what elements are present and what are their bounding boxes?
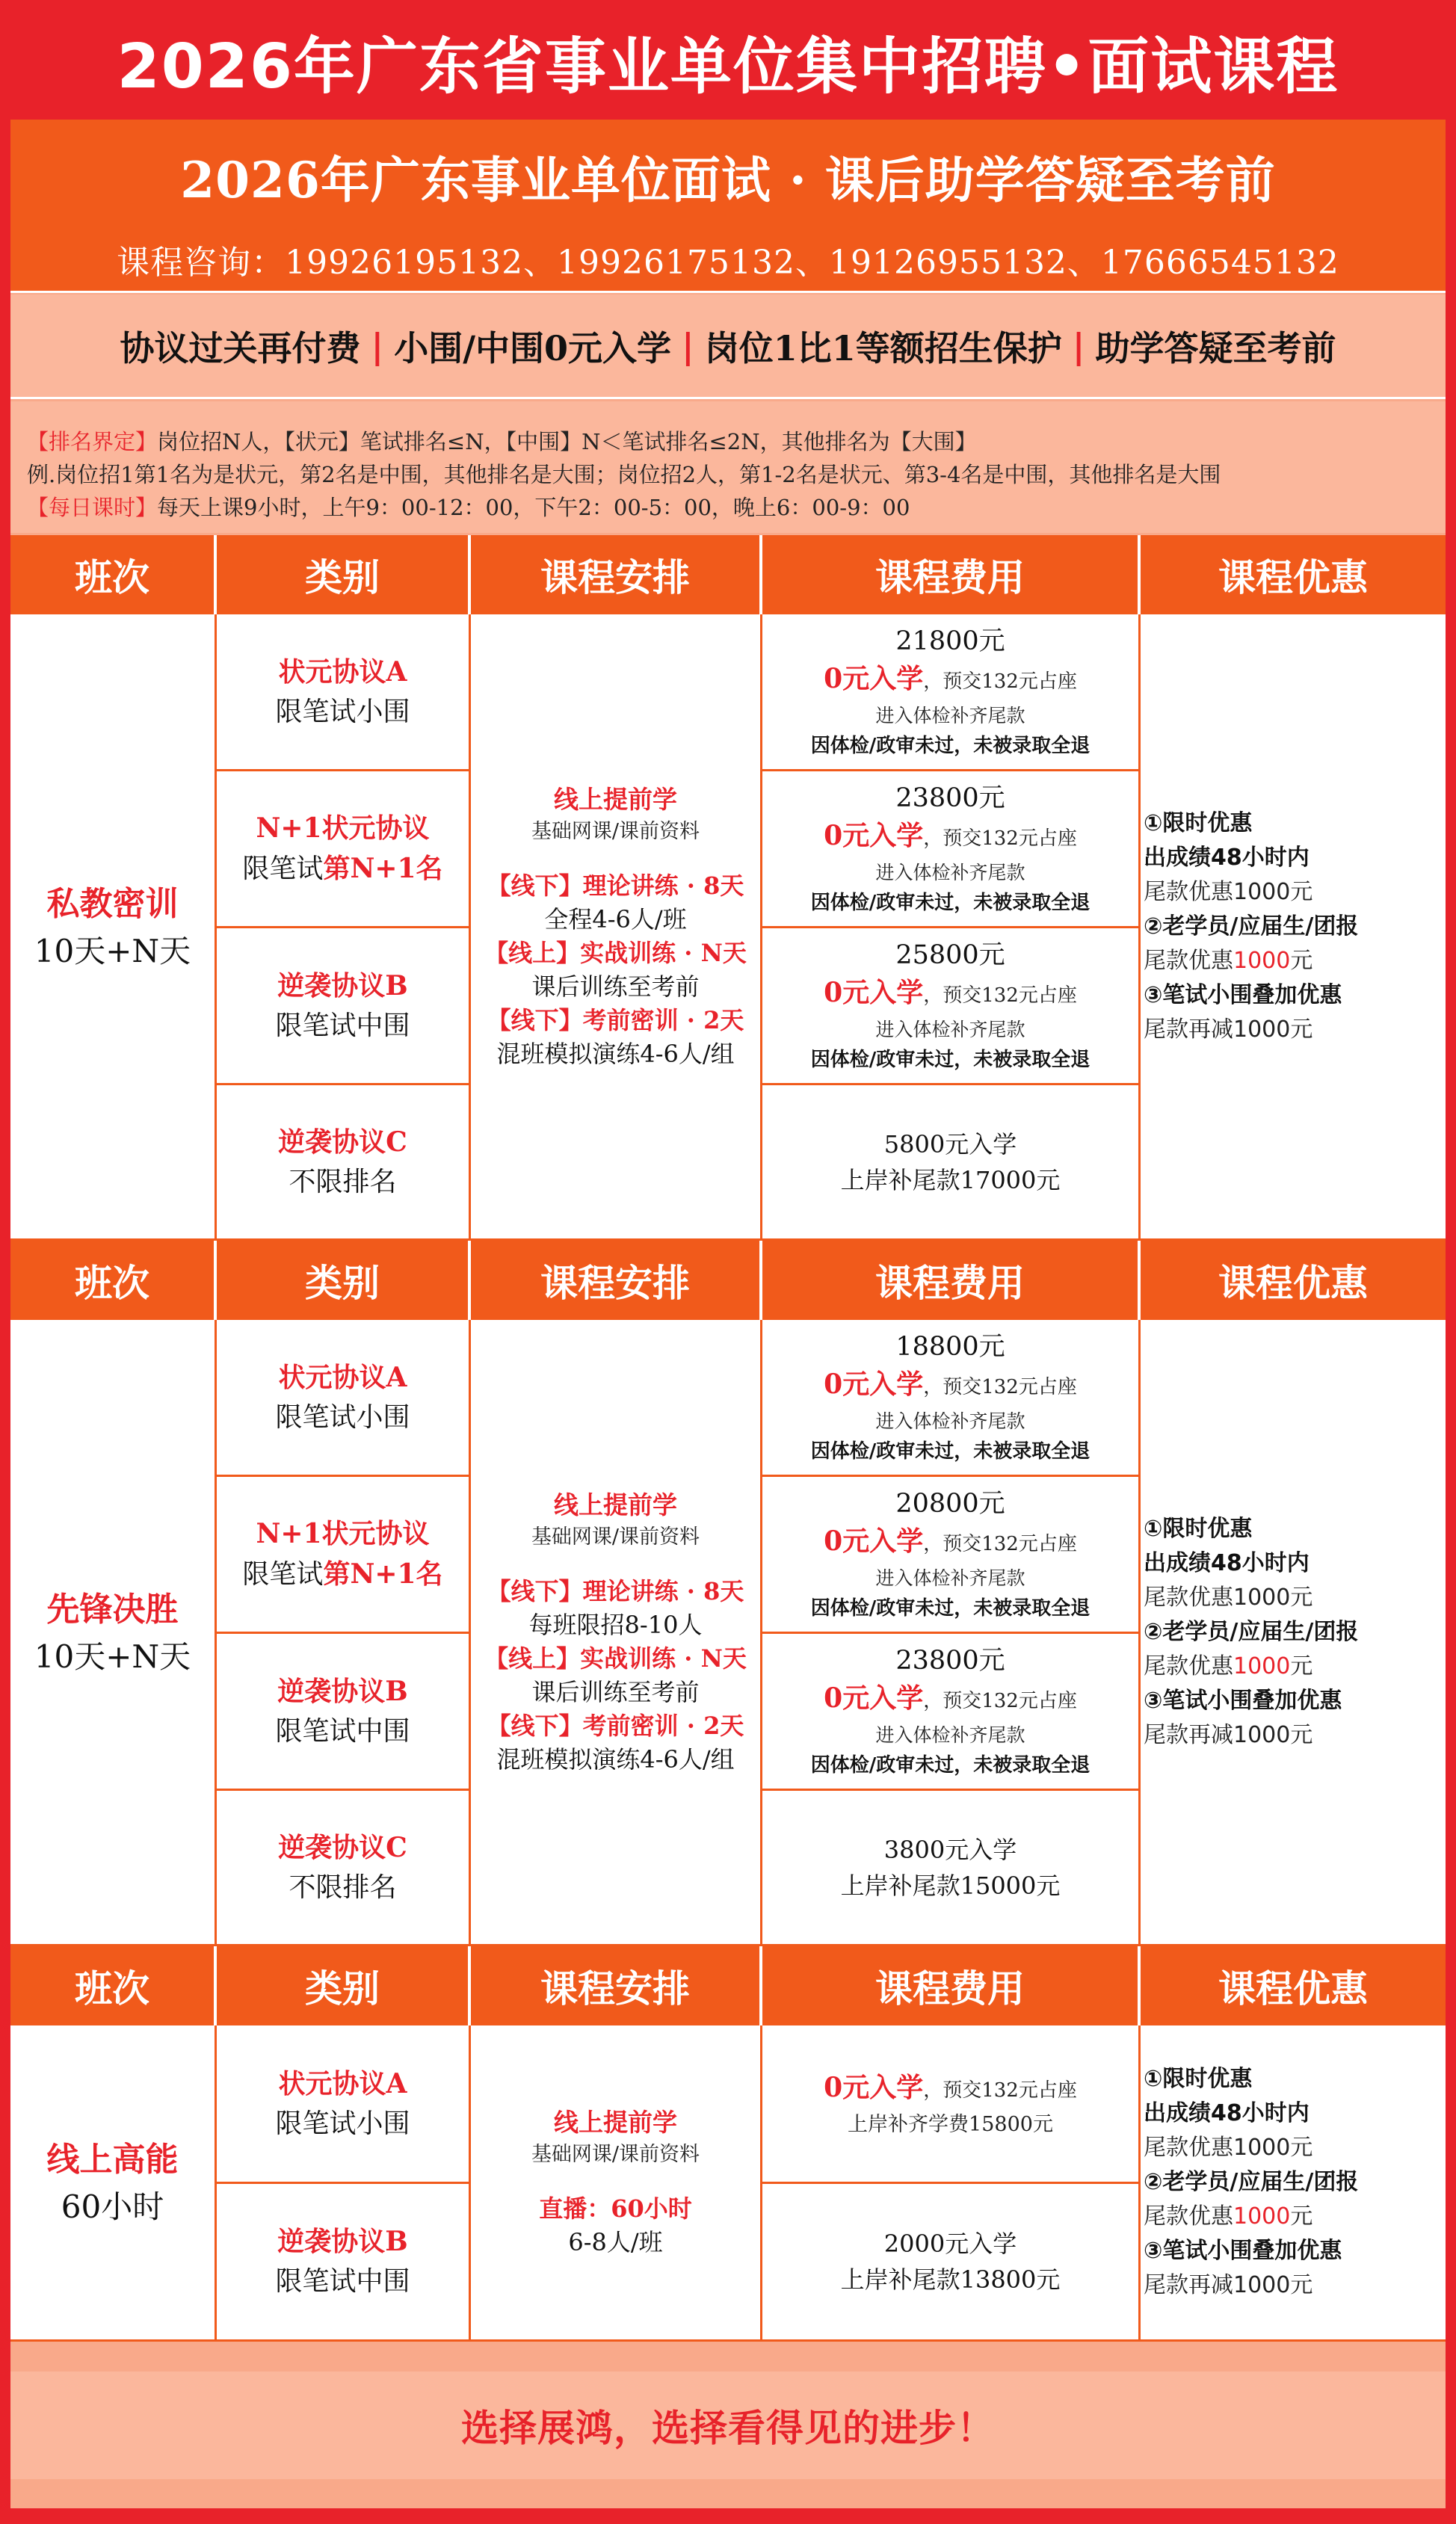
rule-line: 例.岗位招1第1名为是状元，第2名是中围，其他排名是大围；岗位招2人，第1-2名是状元、第3-4名是中围，其他排名是大围 — [27, 462, 1221, 487]
table-header — [10, 1241, 1446, 1320]
fee-price: 25800元 — [895, 939, 1005, 970]
category-name: N+1状元协议 — [256, 812, 430, 844]
deposit-text: ，预交132元占座 — [923, 2079, 1077, 2102]
feature-bar — [10, 294, 1446, 399]
promo-cell — [1141, 2025, 1446, 2342]
promo-text: 尾款优惠 — [1144, 2203, 1233, 2230]
promo-amount: 1000 — [1233, 1653, 1291, 1679]
category-limit: 不限排名 — [289, 1166, 397, 1197]
zero-label: 0元入学 — [824, 1525, 924, 1557]
stage-title: 【线下】理论讲练 · 8天 — [487, 871, 744, 900]
category-cell — [217, 1477, 471, 1634]
category-limit: 限笔试中围 — [275, 1010, 410, 1041]
table-header — [10, 535, 1446, 614]
stage-desc: 混班模拟演练4-6人/组 — [496, 1744, 735, 1774]
header-promo: 课程优惠 — [1218, 1966, 1368, 2011]
category-limit: 限笔试小围 — [275, 1401, 410, 1433]
category-cell — [217, 2184, 471, 2342]
category-name: 逆袭协议B — [277, 1675, 408, 1707]
promo-line: 尾款再减1000元 — [1144, 1016, 1313, 1043]
category-cell — [217, 1320, 471, 1477]
consult-phones[interactable]: 课程咨询：19926195132、19926175132、19126955132、17666545132 — [117, 244, 1339, 282]
category-limit: 不限排名 — [289, 1872, 397, 1903]
category-cell — [217, 928, 471, 1085]
arrangement-pre-desc: 基础网课/课前资料 — [531, 2143, 700, 2166]
header-arrangement: 课程安排 — [471, 1241, 762, 1320]
divider: | — [371, 325, 384, 366]
promo-line: ③笔试小围叠加优惠 — [1144, 981, 1342, 1008]
rule-line — [27, 425, 1446, 458]
fee-balance: 上岸补尾款15000元 — [840, 1871, 1061, 1900]
arrangement-pre: 线上提前学 — [554, 1490, 677, 1519]
category-name: 逆袭协议C — [278, 1126, 407, 1158]
section-vanguard — [10, 1320, 1446, 1946]
promo-line: ③笔试小围叠加优惠 — [1144, 1687, 1342, 1714]
category-limit: 限笔试小围 — [275, 2108, 410, 2139]
stage-desc: 全程4-6人/班 — [544, 904, 687, 934]
feature-item: 助学答疑至考前 — [1095, 327, 1336, 368]
header-arrangement: 课程安排 — [471, 535, 762, 614]
promo-line: ③笔试小围叠加优惠 — [1144, 2238, 1342, 2264]
promo-text: 尾款优惠 — [1144, 947, 1233, 974]
class-duration: 10天+N天 — [34, 932, 191, 969]
fee-cell — [762, 771, 1141, 928]
deposit-text: ，预交132元占座 — [923, 827, 1077, 850]
category-name: 逆袭协议B — [277, 969, 408, 1002]
category-name: 状元协议A — [278, 1361, 407, 1393]
course-subtitle: 2026年广东事业单位面试 · 课后助学答疑至考前 — [180, 151, 1276, 209]
class-duration: 60小时 — [61, 2188, 164, 2225]
fee-cell — [762, 614, 1141, 771]
header-promo: 课程优惠 — [1218, 555, 1368, 599]
stage-title: 【线上】实战训练 · N天 — [484, 1644, 747, 1673]
stage-title: 【线下】考前密训 · 2天 — [487, 1005, 744, 1034]
fee-note: 进入体检补齐尾款 — [875, 861, 1025, 883]
header-category: 类别 — [217, 1946, 471, 2025]
rule-tag: 【每日课时】 — [27, 495, 158, 520]
arrangement-pre-desc: 基础网课/课前资料 — [531, 819, 700, 843]
stage-title: 【线下】理论讲练 · 8天 — [487, 1576, 744, 1605]
feature-item: 协议过关再付费 — [120, 327, 361, 368]
zero-label: 0元入学 — [824, 2071, 924, 2103]
footer-slogan: 选择展鸿，选择看得见的进步！ — [10, 2372, 1446, 2479]
promo-line: ①限时优惠 — [1144, 2066, 1253, 2092]
fee-refund: 因体检/政审未过，未被录取全退 — [810, 1048, 1091, 1071]
feature-item: 小围/中围0元入学 — [394, 327, 672, 368]
limit-highlight: 第N+1名 — [323, 1558, 443, 1590]
fee-cell — [762, 1634, 1141, 1791]
rule-line — [27, 491, 1446, 524]
fee-price: 18800元 — [895, 1331, 1005, 1362]
zero-label: 0元入学 — [824, 662, 924, 694]
limit-text: 限笔试 — [242, 854, 324, 884]
arrangement-cell — [471, 1320, 762, 1946]
fee-price: 21800元 — [895, 626, 1005, 656]
fee-cell — [762, 2025, 1141, 2184]
promo-line: ②老学员/应届生/团报 — [1144, 2169, 1359, 2195]
deposit-text: ，预交132元占座 — [923, 984, 1077, 1007]
fee-cell — [762, 928, 1141, 1085]
class-cell — [10, 614, 217, 1241]
promo-line: 尾款再减1000元 — [1144, 1721, 1313, 1748]
category-name: N+1状元协议 — [256, 1518, 430, 1549]
deposit-text: ，预交132元占座 — [923, 670, 1077, 693]
zero-label: 0元入学 — [824, 976, 924, 1008]
fee-cell — [762, 2184, 1141, 2342]
category-limit: 限笔试中围 — [275, 2266, 410, 2297]
fee-note: 进入体检补齐尾款 — [875, 704, 1025, 726]
page-title: 2026年广东省事业单位集中招聘•面试课程 — [117, 31, 1339, 102]
stage-title: 【线下】考前密训 · 2天 — [487, 1711, 744, 1740]
fee-cell — [762, 1791, 1141, 1946]
promo-line: ②老学员/应届生/团报 — [1144, 1618, 1359, 1645]
promo-line: ①限时优惠 — [1144, 809, 1253, 836]
deposit-text: ，预交132元占座 — [923, 1375, 1077, 1398]
fee-cell — [762, 1477, 1141, 1634]
class-name: 先锋决胜 — [46, 1590, 179, 1629]
category-cell — [217, 1791, 471, 1946]
stage-desc: 每班限招8-10人 — [528, 1610, 703, 1639]
fee-zero-entry — [824, 973, 1077, 1015]
deposit-text: ，预交132元占座 — [923, 1532, 1077, 1555]
category-cell — [217, 771, 471, 928]
fee-note: 上岸补齐学费15800元 — [848, 2112, 1053, 2136]
header-arrangement: 课程安排 — [471, 1946, 762, 2025]
fee-refund: 因体检/政审未过，未被录取全退 — [810, 734, 1091, 757]
fee-cell — [762, 1085, 1141, 1241]
header-category: 类别 — [217, 1241, 471, 1320]
promo-amount: 1000 — [1233, 947, 1291, 974]
fee-note: 进入体检补齐尾款 — [875, 1410, 1025, 1432]
limit-highlight: 第N+1名 — [323, 853, 443, 884]
category-cell — [217, 1634, 471, 1791]
fee-entry: 2000元入学 — [883, 2230, 1017, 2258]
fee-price: 23800元 — [895, 1645, 1005, 1676]
fee-note: 进入体检补齐尾款 — [875, 1018, 1025, 1040]
class-name: 私教密训 — [46, 884, 179, 923]
category-cell — [217, 2025, 471, 2184]
zero-label: 0元入学 — [824, 819, 924, 851]
promo-unit: 元 — [1290, 2203, 1313, 2230]
category-limit — [242, 1554, 442, 1595]
category-limit: 限笔试小围 — [275, 696, 410, 727]
promo-unit: 元 — [1290, 947, 1313, 974]
divider: | — [682, 325, 694, 366]
deposit-text: ，预交132元占座 — [923, 1689, 1077, 1712]
fee-refund: 因体检/政审未过，未被录取全退 — [810, 1753, 1091, 1777]
fee-zero-entry — [824, 1679, 1077, 1721]
course-sheet — [10, 120, 1446, 2508]
section-private — [10, 614, 1446, 1241]
promo-line — [1144, 1650, 1312, 1684]
arrangement-pre: 线上提前学 — [554, 2108, 677, 2137]
arrangement-pre-desc: 基础网课/课前资料 — [531, 1525, 700, 1549]
promo-cell — [1141, 1320, 1446, 1946]
fee-price: 23800元 — [895, 783, 1005, 813]
limit-text: 限笔试 — [242, 1559, 324, 1590]
fee-zero-entry — [824, 816, 1077, 858]
fee-balance: 上岸补尾款17000元 — [840, 1165, 1061, 1194]
fee-cell — [762, 1320, 1141, 1477]
category-limit: 限笔试中围 — [275, 1715, 410, 1747]
fee-zero-entry — [824, 659, 1077, 701]
feature-item: 岗位1比1等额招生保护 — [704, 327, 1062, 368]
promo-line: 尾款优惠1000元 — [1144, 878, 1313, 905]
fee-entry: 3800元入学 — [883, 1835, 1017, 1864]
promo-line: 尾款再减1000元 — [1144, 2272, 1313, 2298]
header-category: 类别 — [217, 535, 471, 614]
promo-line: 出成绩48小时内 — [1144, 844, 1310, 871]
category-name: 状元协议A — [278, 2067, 407, 2099]
category-limit — [242, 848, 442, 889]
live-desc: 6-8人/班 — [568, 2228, 663, 2256]
promo-line: ①限时优惠 — [1144, 1515, 1253, 1542]
class-name: 线上高能 — [46, 2141, 179, 2179]
arrangement-cell — [471, 2025, 762, 2342]
divider: | — [1072, 325, 1085, 366]
table-header — [10, 1946, 1446, 2025]
zero-label: 0元入学 — [824, 1368, 924, 1400]
fee-note: 进入体检补齐尾款 — [875, 1724, 1025, 1746]
section-online — [10, 2025, 1446, 2342]
promo-line: 出成绩48小时内 — [1144, 1549, 1310, 1576]
arrangement-cell — [471, 614, 762, 1241]
header-promo: 课程优惠 — [1218, 1261, 1368, 1305]
stage-title: 【线上】实战训练 · N天 — [484, 938, 747, 967]
arrangement-pre: 线上提前学 — [554, 784, 677, 814]
header-class: 班次 — [10, 535, 217, 614]
fee-note: 进入体检补齐尾款 — [875, 1567, 1025, 1589]
fee-refund: 因体检/政审未过，未被录取全退 — [810, 891, 1091, 914]
header-class: 班次 — [10, 1241, 217, 1320]
promo-line — [1144, 944, 1312, 978]
ranking-rules — [10, 401, 1446, 533]
fee-entry: 5800元入学 — [883, 1129, 1017, 1158]
rule-tag: 【排名界定】 — [27, 429, 158, 454]
fee-price: 20800元 — [895, 1488, 1005, 1519]
promo-unit: 元 — [1290, 1653, 1313, 1679]
category-cell — [217, 614, 471, 771]
fee-balance: 上岸补尾款13800元 — [840, 2265, 1061, 2294]
header-fee: 课程费用 — [762, 1241, 1141, 1320]
fee-zero-entry — [824, 1365, 1077, 1407]
fee-refund: 因体检/政审未过，未被录取全退 — [810, 1440, 1091, 1463]
stage-desc: 课后训练至考前 — [531, 972, 700, 1001]
course-header — [10, 120, 1446, 293]
zero-label: 0元入学 — [824, 1682, 924, 1714]
rule-text: 岗位招N人，【状元】笔试排名≤N，【中围】N＜笔试排名≤2N，其他排名为【大围】 — [157, 429, 977, 454]
class-cell — [10, 2025, 217, 2342]
promo-cell — [1141, 614, 1446, 1241]
promo-line: ②老学员/应届生/团报 — [1144, 913, 1359, 939]
promo-line: 出成绩48小时内 — [1144, 2100, 1310, 2126]
promo-line: 尾款优惠1000元 — [1144, 1584, 1313, 1611]
header-class: 班次 — [10, 1946, 217, 2025]
promo-line: 尾款优惠1000元 — [1144, 2135, 1313, 2161]
stage-desc: 混班模拟演练4-6人/组 — [496, 1039, 735, 1068]
category-name: 逆袭协议B — [277, 2226, 408, 2257]
category-name: 逆袭协议C — [278, 1831, 407, 1863]
fee-zero-entry — [824, 1522, 1077, 1564]
category-cell — [217, 1085, 471, 1241]
category-name: 状元协议A — [278, 655, 407, 688]
fee-zero-entry — [824, 2068, 1077, 2110]
promo-text: 尾款优惠 — [1144, 1653, 1233, 1679]
promo-amount: 1000 — [1233, 2203, 1291, 2230]
header-fee: 课程费用 — [762, 1946, 1141, 2025]
stage-desc: 课后训练至考前 — [531, 1677, 700, 1706]
header-fee: 课程费用 — [762, 535, 1141, 614]
rule-text: 每天上课9小时，上午9：00-12：00，下午2：00-5：00，晚上6：00-9：00 — [157, 495, 910, 520]
promo-line — [1144, 2200, 1312, 2234]
live-title: 直播：60小时 — [539, 2194, 692, 2223]
class-duration: 10天+N天 — [34, 1638, 191, 1675]
class-cell — [10, 1320, 217, 1946]
fee-refund: 因体检/政审未过，未被录取全退 — [810, 1596, 1091, 1620]
